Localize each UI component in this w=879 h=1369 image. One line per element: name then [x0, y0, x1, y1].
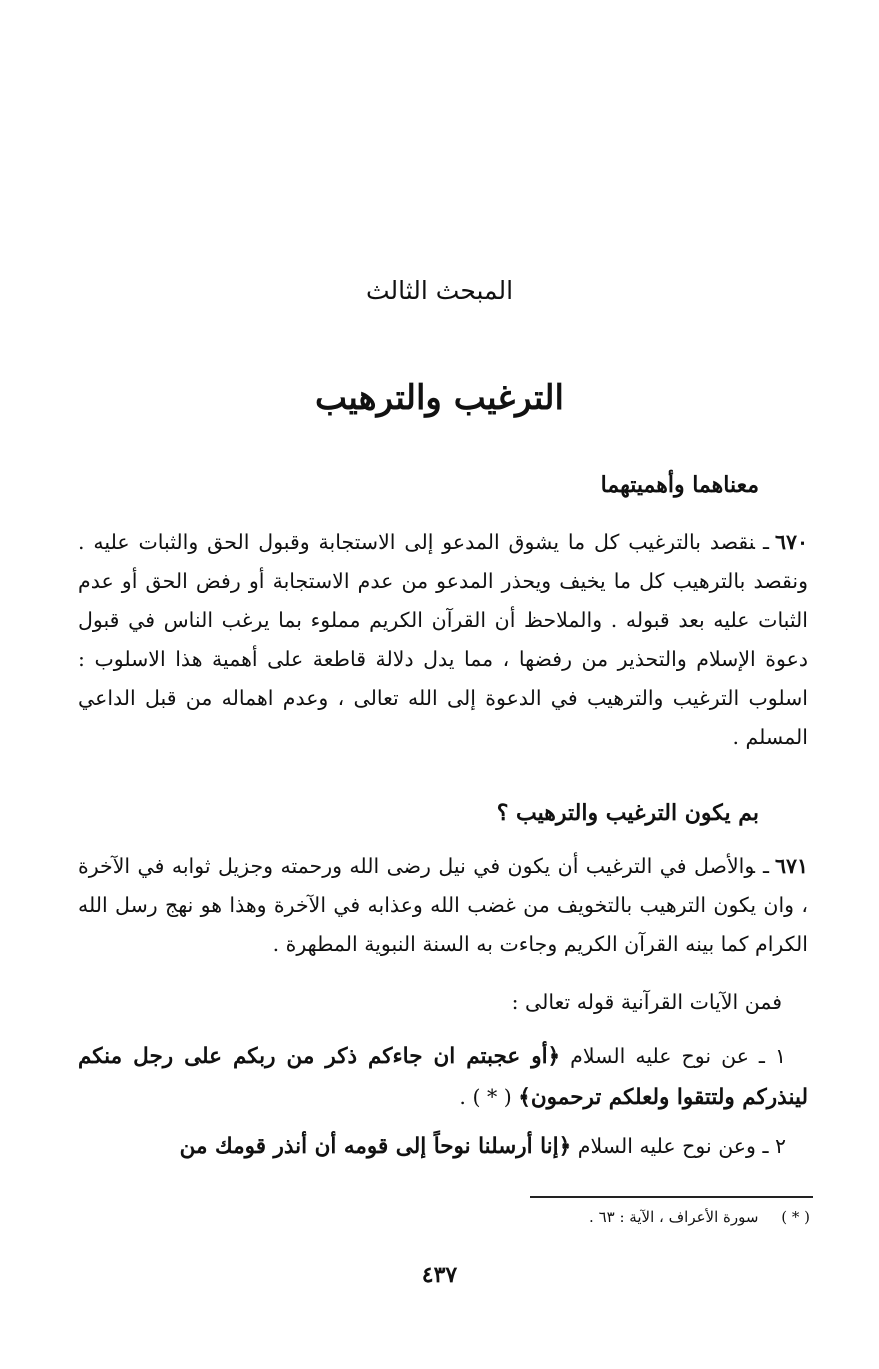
section-label: المبحث الثالث: [365, 276, 514, 305]
intro-line: فمن الآيات القرآنية قوله تعالى :: [511, 990, 782, 1014]
footnote-text: سورة الأعراف ، الآية : ٦٣ .: [589, 1208, 759, 1226]
footnote-marker: ( * ): [781, 1208, 810, 1226]
item-ref: ( * ) .: [459, 1085, 512, 1109]
footnote-divider: [530, 1196, 813, 1198]
item-quote: ﴿أو عجبتم ان جاءكم ذكر من ربكم على رجل منكم لينذركم ولتتقوا ولعلكم ترحمون﴾: [78, 1044, 808, 1110]
paragraph-671: [78, 847, 808, 964]
item-number: ١: [774, 1044, 786, 1068]
paragraph-670: [78, 523, 808, 757]
paragraph-text: والأصل في الترغيب أن يكون في نيل رضى الله ورحمته وجزيل ثوابه في الآخرة ، وان يكون الترهيب بالتخويف من غضب الله وعذابه في الآخرة وهذا هو نهج رسل الله الكرام كما بينه القرآن الكريم وجاءت به السنة النبوية المطهرة .: [78, 854, 808, 956]
paragraph-number: ٦٧١: [774, 854, 808, 878]
subheading-how: بم يكون الترغيب والترهيب ؟: [496, 800, 759, 826]
paragraph-number: ٦٧٠: [774, 530, 808, 554]
item-prefix: ـ وعن نوح عليه السلام: [577, 1134, 769, 1158]
subheading-meaning: معناهما وأهميتهما: [600, 472, 759, 498]
paragraph-dash: ـ: [762, 854, 769, 878]
paragraph-text: نقصد بالترغيب كل ما يشوق المدعو إلى الاستجابة وقبول الحق والثبات عليه . ونقصد بالترهيب كل ما يخيف ويحذر المدعو من عدم الاستجابة أو رفض الحق أو عدم الثبات عليه بعد قبوله . والملاحظ أن القرآن الكريم مملوء بما يرغب الناس في قبول دعوة الإسلام والتحذير من رفضها ، مما يدل دلالة قاطعة على أهمية هذا الاسلوب : اسلوب الترغيب والترهيب في الدعوة إلى الله تعالى ، وعدم اهماله من قبل الداعي المسلم .: [78, 530, 808, 749]
item-number: ٢: [774, 1134, 786, 1158]
list-item: [78, 1036, 808, 1118]
footnote: [500, 1208, 810, 1226]
paragraph-dash: ـ: [762, 530, 769, 554]
chapter-title: الترغيب والترهيب: [315, 378, 564, 418]
page-number: ٤٣٧: [421, 1262, 458, 1288]
item-quote: ﴿إنا أرسلنا نوحاً إلى قومه أن أنذر قومك من: [179, 1134, 572, 1159]
item-prefix: ـ عن نوح عليه السلام: [570, 1044, 765, 1068]
list-item: [78, 1126, 808, 1167]
